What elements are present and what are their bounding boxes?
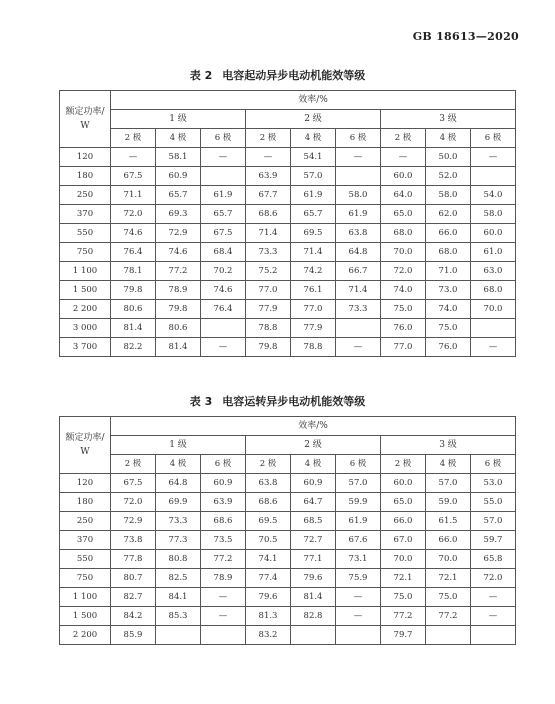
rated-power-cell: 3 700 [60,338,111,357]
efficiency-cell: 73.0 [426,281,471,300]
efficiency-cell: 58.0 [426,186,471,205]
efficiency-cell: 59.9 [336,493,381,512]
efficiency-cell: 74.0 [381,281,426,300]
table-3-title [0,393,555,409]
efficiency-cell: 70.2 [201,262,246,281]
rated-power-cell: 550 [60,550,111,569]
efficiency-cell: 63.9 [246,167,291,186]
efficiency-cell: 69.5 [291,224,336,243]
efficiency-cell: 71.1 [111,186,156,205]
efficiency-cell: 76.4 [201,300,246,319]
efficiency-cell: 78.9 [156,281,201,300]
efficiency-cell: 67.0 [381,531,426,550]
table-row [60,167,516,186]
efficiency-cell: 81.4 [156,338,201,357]
table-row [60,569,516,588]
efficiency-cell: 66.7 [336,262,381,281]
rated-power-cell: 250 [60,512,111,531]
rated-power-cell: 1 500 [60,281,111,300]
efficiency-cell [336,626,381,645]
table-row [60,281,516,300]
efficiency-cell: 74.1 [246,550,291,569]
rated-power-cell: 180 [60,167,111,186]
efficiency-cell [426,626,471,645]
efficiency-cell: 70.0 [471,300,516,319]
efficiency-cell: 61.9 [336,205,381,224]
efficiency-cell: 60.9 [156,167,201,186]
efficiency-cell: 68.6 [201,512,246,531]
efficiency-cell: 80.8 [156,550,201,569]
efficiency-cell: 73.3 [336,300,381,319]
table-row [60,588,516,607]
efficiency-cell: 67.7 [246,186,291,205]
rated-power-cell: 180 [60,493,111,512]
efficiency-cell: 59.7 [471,531,516,550]
efficiency-cell: — [336,338,381,357]
pole-header-cell: 6 极 [336,455,381,474]
pole-header-cell: 2 极 [246,129,291,148]
pole-header-cell: 2 极 [111,455,156,474]
efficiency-cell: 61.9 [291,186,336,205]
efficiency-cell: 81.4 [291,588,336,607]
table-row [60,550,516,569]
efficiency-cell: 68.5 [291,512,336,531]
efficiency-cell: 77.9 [291,319,336,338]
efficiency-cell: 79.6 [291,569,336,588]
efficiency-cell: 77.4 [246,569,291,588]
rated-power-header: 额定功率/ W [60,417,111,474]
rated-power-cell: 1 500 [60,607,111,626]
table-3-body [60,474,516,645]
efficiency-cell: 67.5 [201,224,246,243]
efficiency-cell: 80.6 [156,319,201,338]
efficiency-cell: 77.2 [201,550,246,569]
efficiency-cell: 57.0 [336,474,381,493]
efficiency-cell: 66.0 [426,531,471,550]
table-row [60,531,516,550]
rated-power-cell: 370 [60,531,111,550]
efficiency-cell: 79.7 [381,626,426,645]
efficiency-cell: 50.0 [426,148,471,167]
efficiency-header: 效率/% [111,417,516,436]
pole-header-row [60,129,516,148]
efficiency-cell: 67.5 [111,167,156,186]
efficiency-cell: 66.0 [381,512,426,531]
pole-header-cell: 4 极 [426,129,471,148]
efficiency-cell: 77.8 [111,550,156,569]
table-3 [59,416,516,645]
efficiency-cell [471,167,516,186]
rated-power-cell: 370 [60,205,111,224]
efficiency-cell: 77.2 [426,607,471,626]
pole-header-cell: 6 极 [471,129,516,148]
efficiency-cell: 72.9 [156,224,201,243]
pole-header-cell: 4 极 [426,455,471,474]
efficiency-cell [201,319,246,338]
efficiency-cell: 77.0 [291,300,336,319]
efficiency-cell: 70.0 [381,243,426,262]
efficiency-cell: 65.7 [156,186,201,205]
efficiency-cell: 70.5 [246,531,291,550]
efficiency-cell: 75.0 [426,319,471,338]
efficiency-cell: 65.7 [291,205,336,224]
pole-header-cell: 2 极 [246,455,291,474]
efficiency-cell: 58.1 [156,148,201,167]
efficiency-cell: 77.1 [291,550,336,569]
efficiency-cell: — [471,148,516,167]
table-row [60,512,516,531]
efficiency-cell: — [201,148,246,167]
efficiency-cell: — [471,607,516,626]
efficiency-cell: 72.9 [111,512,156,531]
pole-header-cell: 2 极 [381,129,426,148]
table-2-number: 表 2 [189,69,213,82]
efficiency-cell: 60.9 [291,474,336,493]
pole-header-cell: 4 极 [156,129,201,148]
efficiency-cell: 67.6 [336,531,381,550]
table-row [60,493,516,512]
efficiency-cell: — [471,338,516,357]
efficiency-cell: 57.0 [471,512,516,531]
rated-power-cell: 3 000 [60,319,111,338]
efficiency-cell: 53.0 [471,474,516,493]
efficiency-cell: 75.0 [381,300,426,319]
efficiency-cell: 79.8 [246,338,291,357]
efficiency-cell: 65.0 [381,493,426,512]
efficiency-cell [156,626,201,645]
efficiency-cell: — [471,588,516,607]
efficiency-cell: 69.9 [156,493,201,512]
grade-2-header: 2 级 [246,110,381,129]
efficiency-cell [291,626,336,645]
efficiency-cell: 60.0 [381,474,426,493]
standard-code: GB 18613—2020 [412,30,519,43]
efficiency-cell: 73.8 [111,531,156,550]
efficiency-cell: 85.9 [111,626,156,645]
efficiency-cell: 78.1 [111,262,156,281]
table-row [60,300,516,319]
efficiency-cell: 57.0 [291,167,336,186]
efficiency-cell: 76.1 [291,281,336,300]
efficiency-cell: 60.9 [201,474,246,493]
efficiency-cell: 61.9 [201,186,246,205]
table-row [60,186,516,205]
efficiency-cell: 58.0 [336,186,381,205]
pole-header-row [60,455,516,474]
efficiency-cell: 73.1 [336,550,381,569]
efficiency-cell: 77.3 [156,531,201,550]
efficiency-cell: — [336,588,381,607]
efficiency-cell: 74.6 [156,243,201,262]
rated-power-cell: 550 [60,224,111,243]
efficiency-cell: 65.0 [381,205,426,224]
efficiency-cell: 69.3 [156,205,201,224]
table-row [60,148,516,167]
efficiency-cell: 82.2 [111,338,156,357]
pole-header-cell: 4 极 [156,455,201,474]
efficiency-cell: 69.5 [246,512,291,531]
efficiency-cell: 71.4 [291,243,336,262]
efficiency-cell: 81.3 [246,607,291,626]
efficiency-cell: 73.5 [201,531,246,550]
table-2 [59,90,516,357]
efficiency-cell: 82.8 [291,607,336,626]
efficiency-cell: 78.8 [291,338,336,357]
efficiency-cell: — [201,338,246,357]
efficiency-cell [336,319,381,338]
efficiency-header: 效率/% [111,91,516,110]
efficiency-cell: 76.4 [111,243,156,262]
efficiency-cell: 80.6 [111,300,156,319]
rated-power-cell: 120 [60,474,111,493]
efficiency-cell: 68.6 [246,205,291,224]
efficiency-cell: 84.1 [156,588,201,607]
efficiency-cell [471,319,516,338]
pole-header-cell: 4 极 [291,455,336,474]
efficiency-cell: 65.8 [471,550,516,569]
rated-power-cell: 2 200 [60,626,111,645]
rated-power-cell: 1 100 [60,262,111,281]
efficiency-cell: 72.0 [471,569,516,588]
pole-header-cell: 4 极 [291,129,336,148]
rated-power-header: 额定功率/ W [60,91,111,148]
efficiency-cell: 52.0 [426,167,471,186]
pole-header-cell: 6 极 [471,455,516,474]
efficiency-cell: 75.0 [381,588,426,607]
efficiency-cell: 75.2 [246,262,291,281]
pole-header-cell: 2 极 [111,129,156,148]
efficiency-cell: 74.6 [111,224,156,243]
efficiency-cell: 65.7 [201,205,246,224]
efficiency-cell: 64.0 [381,186,426,205]
efficiency-cell: 63.9 [201,493,246,512]
efficiency-cell: — [336,148,381,167]
efficiency-cell: 60.0 [471,224,516,243]
pole-header-cell: 6 极 [201,455,246,474]
efficiency-cell: 72.0 [111,493,156,512]
efficiency-cell: 72.1 [381,569,426,588]
efficiency-cell: 54.0 [471,186,516,205]
efficiency-cell: 64.7 [291,493,336,512]
efficiency-cell: 83.2 [246,626,291,645]
table-row [60,474,516,493]
efficiency-cell: 73.3 [156,512,201,531]
efficiency-cell [336,167,381,186]
efficiency-cell: — [381,148,426,167]
grade-2-header: 2 级 [246,436,381,455]
efficiency-cell: 71.4 [336,281,381,300]
efficiency-cell: — [201,588,246,607]
efficiency-cell [201,626,246,645]
efficiency-cell: 77.0 [381,338,426,357]
grade-3-header: 3 级 [381,110,516,129]
table-row [60,224,516,243]
efficiency-cell: 59.0 [426,493,471,512]
table-2-body [60,148,516,357]
efficiency-cell: 74.6 [201,281,246,300]
efficiency-cell: 61.9 [336,512,381,531]
efficiency-cell: 79.8 [111,281,156,300]
efficiency-cell: 76.0 [426,338,471,357]
table-row [60,607,516,626]
efficiency-cell: 68.6 [246,493,291,512]
efficiency-cell: 58.0 [471,205,516,224]
efficiency-cell: 57.0 [426,474,471,493]
efficiency-cell: 68.4 [201,243,246,262]
efficiency-cell: 85.3 [156,607,201,626]
pole-header-cell: 6 极 [201,129,246,148]
efficiency-cell: 60.0 [381,167,426,186]
efficiency-cell: 79.6 [246,588,291,607]
table-2-title [0,67,555,83]
rated-power-cell: 120 [60,148,111,167]
grade-1-header: 1 级 [111,110,246,129]
efficiency-cell: 82.5 [156,569,201,588]
efficiency-cell: 79.8 [156,300,201,319]
efficiency-cell: — [201,607,246,626]
rated-power-cell: 250 [60,186,111,205]
efficiency-cell: 77.2 [381,607,426,626]
efficiency-cell: 61.5 [426,512,471,531]
efficiency-cell: 74.0 [426,300,471,319]
efficiency-cell [471,626,516,645]
pole-header-cell: 6 极 [336,129,381,148]
efficiency-cell: — [336,607,381,626]
efficiency-cell: 77.0 [246,281,291,300]
efficiency-cell: 74.2 [291,262,336,281]
efficiency-cell: 72.0 [111,205,156,224]
efficiency-cell: 61.0 [471,243,516,262]
efficiency-cell: 63.8 [336,224,381,243]
rated-power-cell: 750 [60,243,111,262]
efficiency-cell: 70.0 [426,550,471,569]
efficiency-cell: 73.3 [246,243,291,262]
table-row [60,205,516,224]
efficiency-cell: — [246,148,291,167]
efficiency-cell: 77.9 [246,300,291,319]
table-row [60,243,516,262]
efficiency-cell: 78.8 [246,319,291,338]
efficiency-cell: 54.1 [291,148,336,167]
efficiency-cell: — [111,148,156,167]
table-row [60,338,516,357]
efficiency-cell: 76.0 [381,319,426,338]
efficiency-cell: 68.0 [381,224,426,243]
efficiency-cell: 82.7 [111,588,156,607]
table-row [60,626,516,645]
table-row [60,262,516,281]
efficiency-cell: 55.0 [471,493,516,512]
efficiency-cell: 75.0 [426,588,471,607]
efficiency-cell: 63.8 [246,474,291,493]
table-3-caption: 电容运转异步电动机能效等级 [222,395,366,408]
efficiency-cell: 80.7 [111,569,156,588]
efficiency-cell: 63.0 [471,262,516,281]
efficiency-cell: 68.0 [426,243,471,262]
efficiency-cell: 81.4 [111,319,156,338]
rated-power-cell: 2 200 [60,300,111,319]
efficiency-cell: 71.4 [246,224,291,243]
efficiency-cell: 67.5 [111,474,156,493]
efficiency-cell: 78.9 [201,569,246,588]
efficiency-cell: 64.8 [336,243,381,262]
efficiency-cell: 64.8 [156,474,201,493]
efficiency-cell: 72.1 [426,569,471,588]
efficiency-cell: 62.0 [426,205,471,224]
pole-header-cell: 2 极 [381,455,426,474]
efficiency-cell: 72.0 [381,262,426,281]
grade-1-header: 1 级 [111,436,246,455]
rated-power-cell: 1 100 [60,588,111,607]
rated-power-cell: 750 [60,569,111,588]
efficiency-cell: 71.0 [426,262,471,281]
efficiency-cell: 70.0 [381,550,426,569]
efficiency-cell: 68.0 [471,281,516,300]
efficiency-cell [201,167,246,186]
efficiency-cell: 77.2 [156,262,201,281]
table-2-caption: 电容起动异步电动机能效等级 [222,69,366,82]
efficiency-cell: 66.0 [426,224,471,243]
table-3-number: 表 3 [189,395,213,408]
grade-3-header: 3 级 [381,436,516,455]
efficiency-cell: 72.7 [291,531,336,550]
table-row [60,319,516,338]
efficiency-cell: 75.9 [336,569,381,588]
efficiency-cell: 84.2 [111,607,156,626]
